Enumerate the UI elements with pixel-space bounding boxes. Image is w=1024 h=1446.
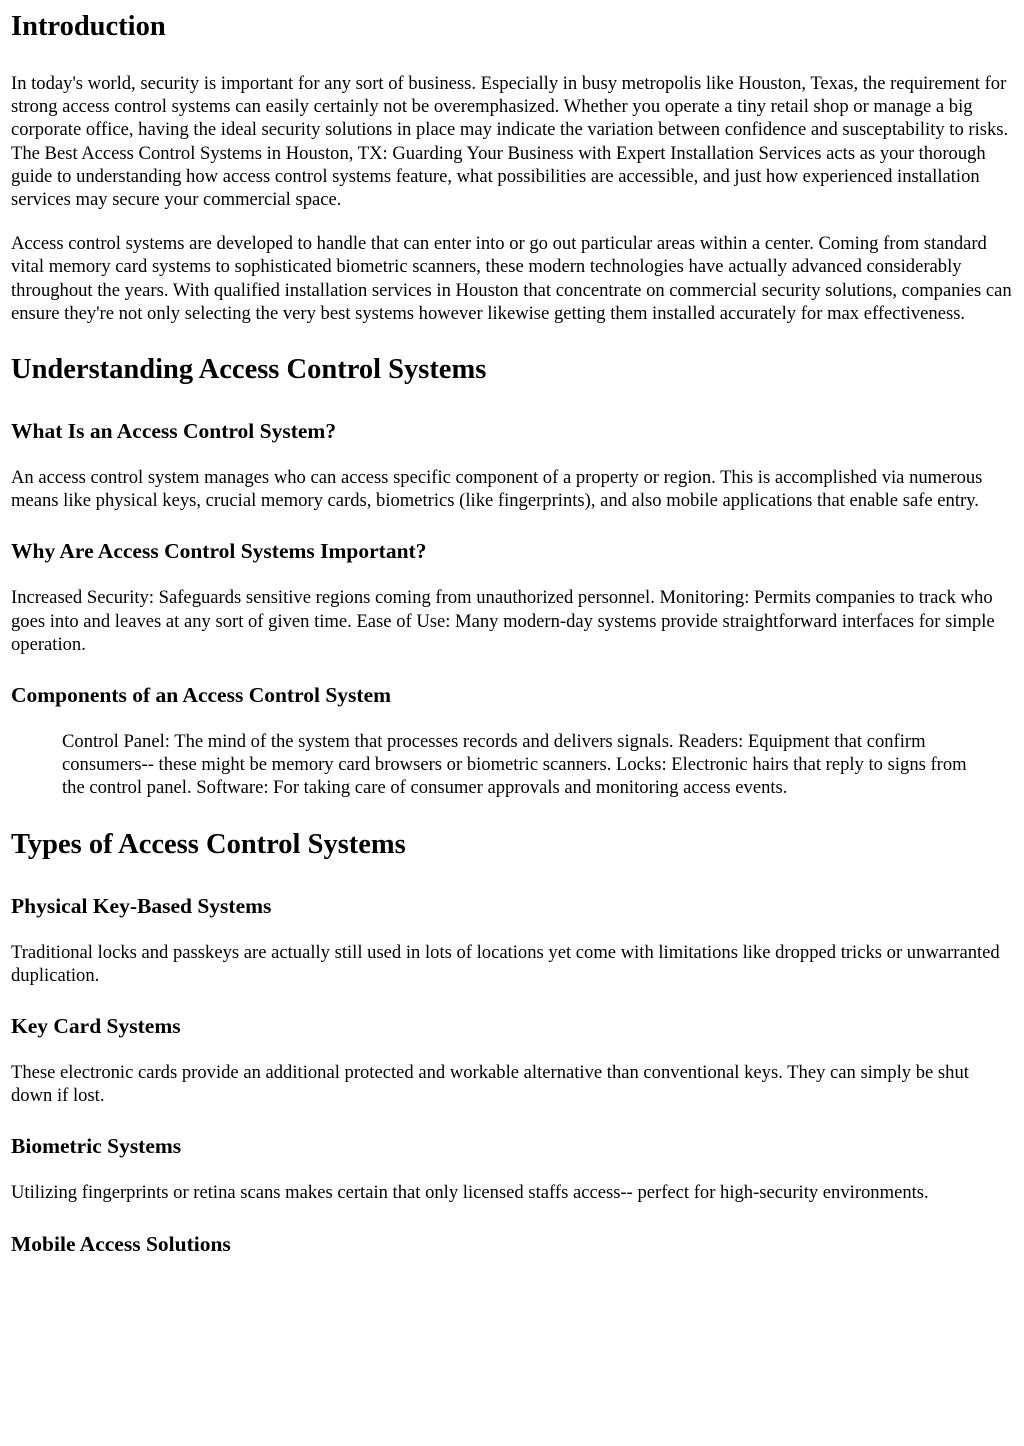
paragraph-what-is: An access control system manages who can access specific component of a property or region. This is accomplished via numerous means like physical keys, crucial memory cards, biometrics (like fingerprints), and also mobile applications that enable safe entry. (11, 467, 983, 512)
heading-introduction: Introduction (11, 11, 166, 42)
subheading-components: Components of an Access Control System (11, 683, 392, 708)
subheading-key-card: Key Card Systems (11, 1014, 181, 1039)
subheading-physical-key: Physical Key-Based Systems (11, 893, 272, 918)
blockquote-components: Control Panel: The mind of the system that processes records and delivers signals. Readers: Equipment that confirm consumers-- these might be memory card browsers or biometric scanners. Locks: Electronic hairs that reply to signs from the control panel. Software: For taking care of consumer approvals and monitoring access events. (62, 731, 967, 799)
paragraph-key-card: These electronic cards provide an additional protected and workable alternative than conventional keys. They can simply be shut down if lost. (11, 1062, 969, 1107)
paragraph-intro-2: Access control systems are developed to handle that can enter into or go out particular areas within a center. Coming from standard vital memory card systems to sophisticated biometric scanners, these modern technologies have actually advanced considerably throughout the years. With qualified installation services in Houston that concentrate on commercial security solutions, companies can ensure they're not only selecting the very best systems however likewise getting them installed accurately for max effectiveness. (11, 233, 1012, 324)
subheading-what-is: What Is an Access Control System? (11, 419, 337, 444)
paragraph-intro-1: In today's world, security is important for any sort of business. Especially in busy metropolis like Houston, Texas, the requirement for strong access control systems can easily certainly not be overemphasized. Whether you operate a tiny retail shop or manage a big corporate office, having the ideal security solutions in place may indicate the variation between confidence and susceptability to risks. The Best Access Control Systems in Houston, TX: Guarding Your Business with Expert Installation Services acts as your thorough guide to understanding how access control systems feature, what possibilities are accessible, and just how experienced installation services may secure your commercial space. (11, 73, 1009, 211)
subheading-why-important: Why Are Access Control Systems Important? (11, 539, 427, 564)
heading-understanding: Understanding Access Control Systems (11, 354, 487, 386)
paragraph-physical-key: Traditional locks and passkeys are actually still used in lots of locations yet come with limitations like dropped tricks or unwarranted duplication. (11, 941, 1000, 986)
heading-types: Types of Access Control Systems (11, 828, 406, 860)
paragraph-biometric: Utilizing fingerprints or retina scans makes certain that only licensed staffs access-- perfect for high-security environments. (11, 1182, 929, 1204)
subheading-biometric: Biometric Systems (11, 1134, 182, 1159)
paragraph-why-important: Increased Security: Safeguards sensitive regions coming from unauthorized personnel. Monitoring: Permits companies to track who goes into and leaves at any sort of given time. Ease of Use: Many modern-day systems provide straightforward interfaces for simple operation. (11, 587, 995, 655)
subheading-mobile-access: Mobile Access Solutions (11, 1231, 231, 1256)
